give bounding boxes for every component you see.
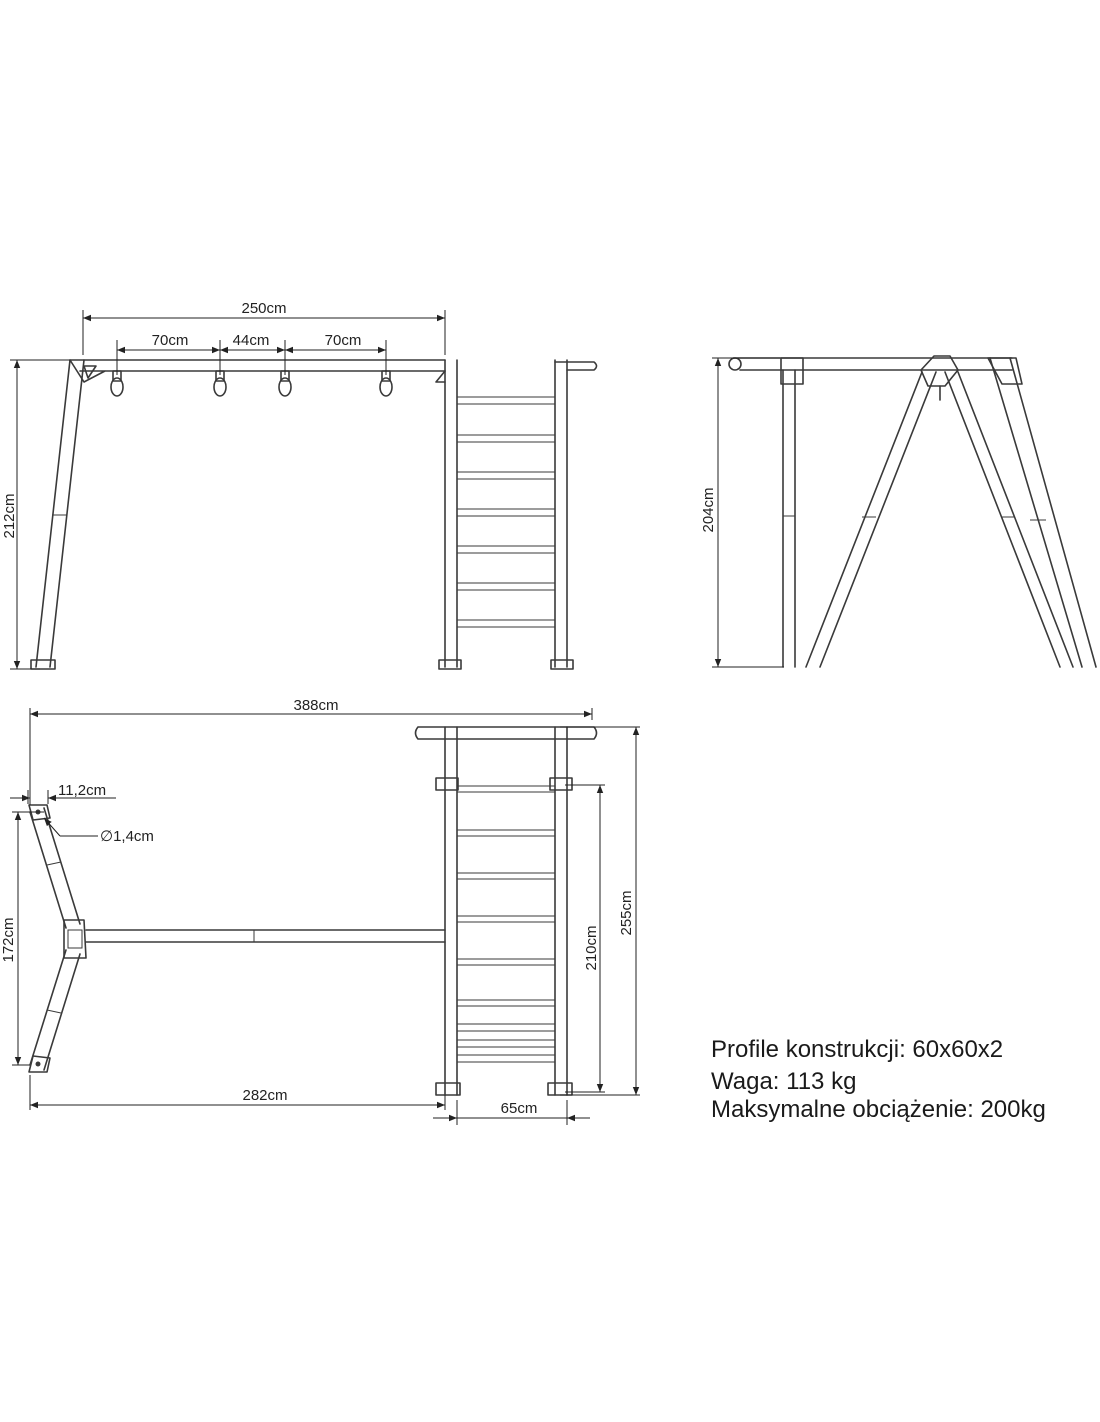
spec-profile: Profile konstrukcji: 60x60x2 (711, 1036, 1004, 1063)
top-ladder-rungs (457, 786, 555, 1062)
front-dim-spacing-left: 70cm (151, 332, 189, 349)
top-dim-ladder-width: 65cm (500, 1100, 538, 1117)
swing-hooks (111, 371, 392, 396)
top-dim-ladder-length-outer: 255cm (618, 890, 635, 936)
top-dim-plate-width: 11,2cm (58, 782, 107, 799)
front-dim-total-width: 250cm (241, 300, 287, 317)
front-dim-spacing-right: 70cm (324, 332, 362, 349)
front-view (1, 300, 597, 669)
top-dim-beam-length: 282cm (242, 1087, 288, 1104)
side-dim-height: 204cm (700, 487, 717, 533)
top-dim-hole-diameter: ∅1,4cm (100, 828, 154, 845)
spec-max-load: Maksymalne obciążenie: 200kg (711, 1096, 1046, 1123)
top-dim-total-length: 388cm (293, 697, 339, 714)
front-dim-height: 212cm (1, 493, 18, 539)
top-dim-ladder-length-inner: 210cm (583, 925, 600, 971)
side-view (700, 356, 1096, 667)
front-dim-spacing-mid: 44cm (232, 332, 270, 349)
front-ladder-rungs (457, 397, 555, 627)
top-view (0, 697, 640, 1125)
spec-weight: Waga: 113 kg (711, 1068, 857, 1095)
top-dim-a-frame-width: 172cm (0, 917, 17, 963)
